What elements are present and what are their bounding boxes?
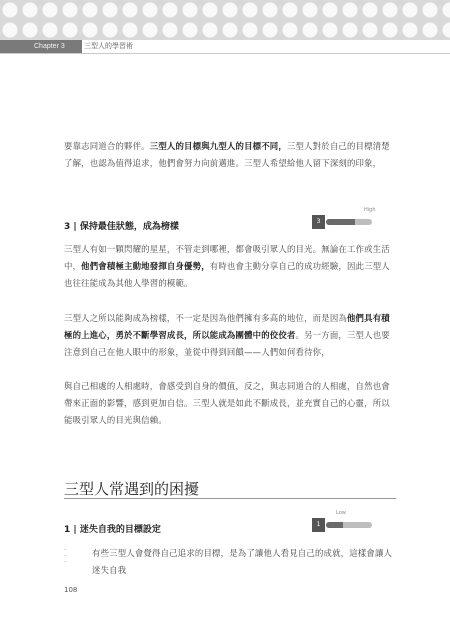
section-1-p2-emphasis: 他們具有積極的上進心，勇於不斷學習成長，所以能成為團體中的佼佼者	[64, 313, 390, 340]
section-1-p2-text-c: 。另一方面，三型人也要注意到自己在他人眼中的形象，並從中得到回饋——人們如何看待你，	[64, 330, 390, 357]
intro-paragraph	[64, 138, 394, 172]
section-title-best-state: 3 | 保持最佳狀態，成為榜樣	[64, 222, 179, 232]
chapter-tab: Chapter 3	[0, 40, 82, 53]
header-pattern-band	[0, 0, 450, 40]
gauge-track	[326, 522, 372, 528]
section-1-p1-text-c: 有時也會主動分享自己的成功經驗，因此三型人也往往能成為其他人學習的模範。	[64, 261, 390, 288]
section-1-p1-emphasis: 他們會積極主動地發揮自身優勢，	[81, 261, 210, 271]
gauge-caption: High	[364, 207, 376, 213]
section-heading-troubles: 三型人常遇到的困擾	[64, 480, 200, 498]
section-title-lost-goal: 1 | 迷失自我的目標設定	[64, 525, 161, 535]
intro-text-1: 要靠志同道合的夥伴。	[64, 141, 150, 151]
gauge-caption: Low	[336, 510, 346, 516]
gauge-number-box: 1	[312, 518, 325, 532]
chapter-title: 三型人的學習術	[84, 42, 133, 50]
page-number: 108	[64, 586, 78, 594]
level-gauge-low	[312, 510, 374, 532]
header-divider	[0, 53, 450, 54]
intro-text-3: 三型人對於自己的目標清楚了解，也認為值得追求，他們會努力向前邁進。三型人希望給他人留下深刻的印象，	[64, 141, 390, 168]
gauge-fill	[326, 219, 355, 225]
section-1-paragraph-3: 與自己相處的人相處時，會感受到自身的價值，反之，與志同道合的人相處，自然也會帶來正面的影響，感到更加自信。三型人就是如此不斷成長，並充實自己的心靈，所以能吸引眾人的目光與信賴。	[64, 381, 390, 425]
gauge-track	[326, 219, 372, 225]
gauge-number-box: 3	[312, 215, 325, 229]
section-1-p1-text-a: 三型人有如一顆閃耀的星星，不管走到哪裡，都會吸引眾人的目光。無論在工作或生活中，	[64, 244, 390, 271]
section-1-paragraph-2	[64, 310, 394, 361]
side-dots-ornament: · · ·	[64, 546, 67, 566]
section-2-paragraph-1: 有些三型人會覺得自己追求的目標，是為了讓他人看見自己的成就，這樣會讓人迷失自我	[92, 548, 393, 575]
gauge-fill	[326, 522, 343, 528]
section-1-p2-text-a: 三型人之所以能夠成為榜樣，不一定是因為他們擁有多高的地位，而是因為	[64, 313, 347, 323]
level-gauge-high	[312, 207, 376, 229]
section-1-paragraph-1	[64, 241, 394, 292]
section-heading-rule	[64, 498, 396, 499]
intro-emphasis: 三型人的目標與九型人的目標不同，	[149, 141, 287, 151]
